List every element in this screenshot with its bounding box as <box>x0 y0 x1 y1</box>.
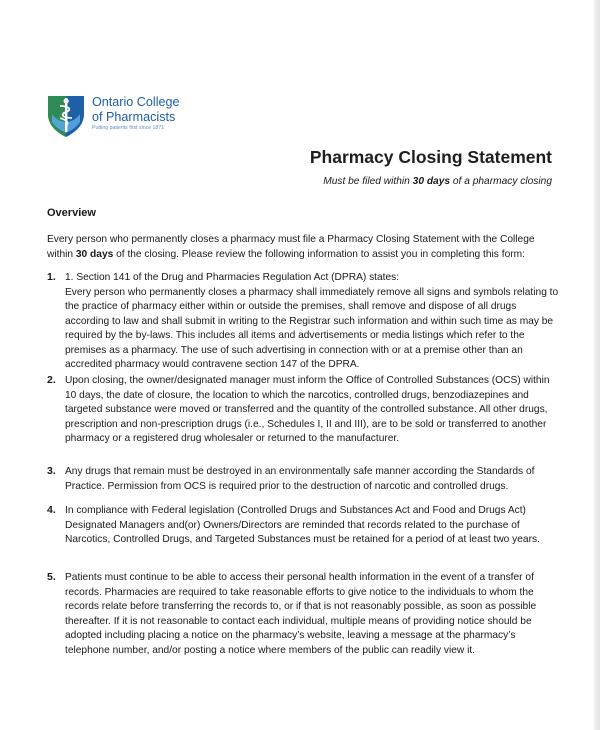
item-text: Patients must continue to be able to access their personal health information in the event of a transfer of records. Pharmacies are required to take reasonable efforts to give notice to the individuals to whom the records relate before transferring the records to, or if that is not reasonably possible, as soon as possible thereafter. If it is not reasonable to contact each individual, multiple means of providing notice should be adopted including placing a notice on the pharmacy’s website, leaving a message at the pharmacy’s telephone number, and/or posting a notice where members of the public can readily view it. <box>65 572 537 656</box>
list-item-4 <box>47 504 559 548</box>
item-text: Any drugs that remain must be destroyed in an environmentally safe manner according the Standards of Practice. Permission from OCS is required prior to the destruction of narcotic and controlled drugs. <box>65 466 535 492</box>
list-item-2 <box>47 374 559 447</box>
shield-icon <box>46 92 86 138</box>
list-item-5 <box>47 571 559 658</box>
item-text <box>65 271 559 373</box>
college-name-line1: Ontario College <box>92 95 180 109</box>
item-number: 4. <box>47 504 56 516</box>
item-sub-heading: 1. Section 141 of the Drug and Pharmacies Regulation Act (DPRA) states: <box>65 272 400 283</box>
page-title: Pharmacy Closing Statement <box>309 147 552 167</box>
item-number: 1. <box>47 271 56 283</box>
overview-heading: Overview <box>47 207 96 219</box>
item-text: Upon closing, the owner/designated manager must inform the Office of Controlled Substances (OCS) within 10 days, the date of closure, the location to which the narcotics, controlled drugs, benzodiazepines and targeted substance were moved or transferred and the quantity of the controlled substance. All other drugs, prescription and non-prescription drugs (i.e., Schedules I, II and III), are to be sold or transferred to another pharmacy or a registered drug wholesaler or returned to the manufacturer. <box>65 375 550 444</box>
intro-pre: Every person who permanently closes a pharmacy must file a Pharmacy Closing Statement with the College within <box>47 234 535 260</box>
list-item-1 <box>47 271 559 373</box>
subtitle-pre: Must be filed within <box>323 176 413 187</box>
college-tagline: Putting patients first since 1871 <box>92 125 165 131</box>
college-name-line2: of Pharmacists <box>92 109 176 124</box>
intro-bold: 30 days <box>75 248 114 260</box>
subtitle-post: of a pharmacy closing <box>450 176 552 187</box>
item-number: 3. <box>47 465 56 477</box>
college-name <box>92 95 180 124</box>
item-number: 2. <box>47 374 56 386</box>
item-text: In compliance with Federal legislation (Controlled Drugs and Substances Act and Food and Drugs Act) Designated Managers and(or) Owners/Directors are reminded that records related to the purchase of Narcotics, Controlled Drugs, and Targeted Substances must be retained for a period of at least two years. <box>65 505 540 545</box>
overview-intro <box>47 233 559 262</box>
college-logo <box>46 92 246 142</box>
page-subtitle <box>323 176 552 187</box>
list-item-3 <box>47 465 559 494</box>
intro-post: of the closing. Please review the following information to assist you in completing this form: <box>113 248 525 260</box>
item-body: Every person who permanently closes a pharmacy shall immediately remove all signs and symbols relating to the practice of pharmacy either within or outside the premises, shall remove and dispose of all drugs according to law and shall submit in writing to the Registrar such information and within such time as may be required by the by-laws. This includes all items and advertisements or media listings which refer to the premises as a pharmacy. The use of such advertising in connection with or at a premise other than an accredited pharmacy would contravene section 147 of the DPRA. <box>65 286 559 370</box>
subtitle-bold: 30 days <box>412 176 451 187</box>
item-number: 5. <box>47 571 56 583</box>
